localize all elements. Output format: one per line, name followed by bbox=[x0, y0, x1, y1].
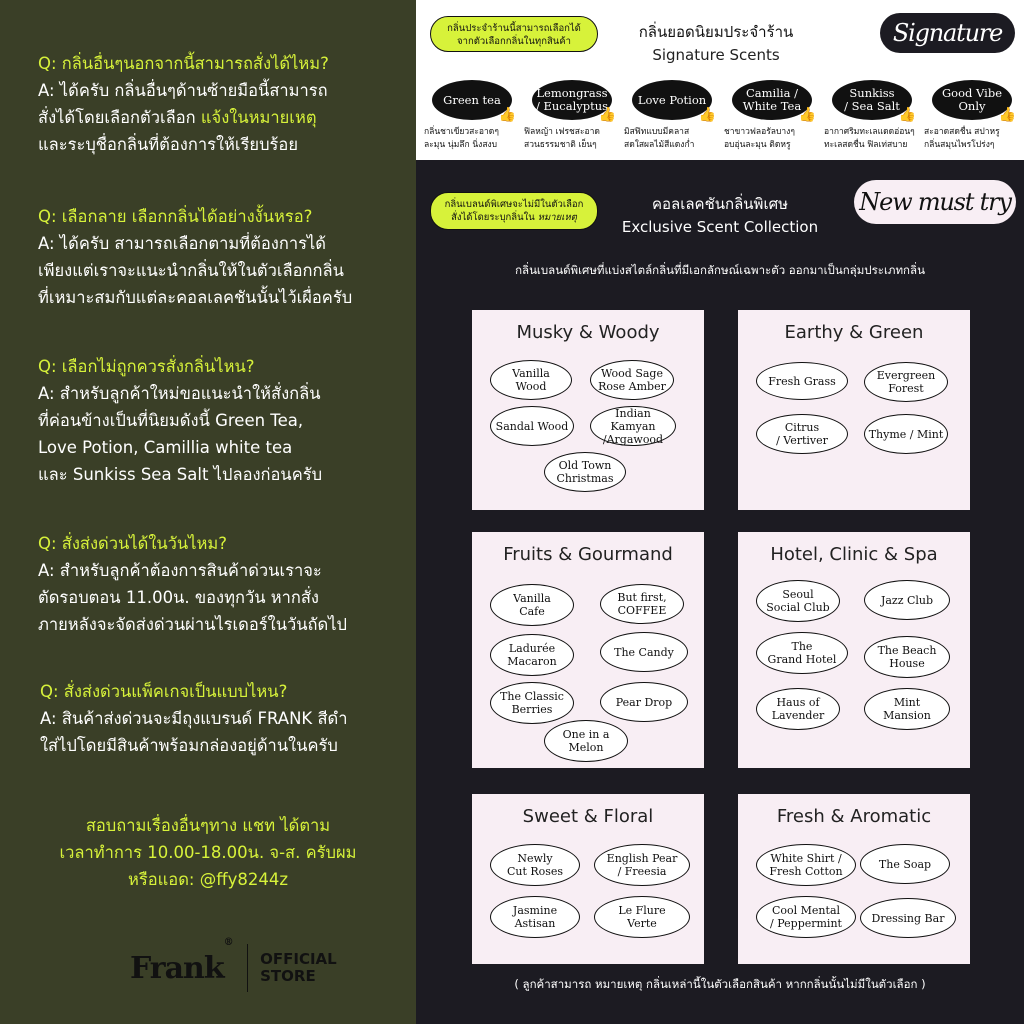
scent-option bbox=[490, 634, 574, 676]
scent-name: Sunkiss bbox=[849, 86, 895, 100]
signature-note: กลิ่นประจำร้านนี้สามารถเลือกได้ จากตัวเลือกกลิ่นในทุกสินค้า bbox=[430, 16, 598, 52]
faq-answer-line: และระบุชื่อกลิ่นที่ต้องการให้เรียบร้อย bbox=[38, 135, 298, 154]
scent-name: Fresh Cotton bbox=[769, 865, 843, 878]
scent-option bbox=[594, 844, 690, 886]
scent-option bbox=[864, 688, 950, 730]
scent-option bbox=[544, 720, 628, 762]
scent-option bbox=[600, 682, 688, 722]
scent-name: Evergreen bbox=[876, 369, 936, 382]
signature-scent-pill bbox=[532, 80, 616, 123]
scent-option bbox=[544, 452, 626, 492]
scent-option bbox=[600, 584, 684, 624]
scent-name: Old Town bbox=[558, 459, 612, 472]
scent-name: Dressing Bar bbox=[871, 911, 945, 925]
scent-name: Green tea bbox=[443, 92, 501, 107]
faq-item bbox=[38, 50, 408, 158]
scent-group-card bbox=[738, 794, 970, 964]
scent-panel bbox=[416, 0, 1024, 1024]
faq-answer-line: A: สินค้าส่งด่วนจะมีถุงแบรนด์ FRANK สีดำ bbox=[40, 709, 348, 728]
exclusive-title-en: Exclusive Scent Collection bbox=[621, 218, 819, 236]
scent-name: Cut Roses bbox=[506, 865, 564, 878]
scent-option bbox=[864, 414, 948, 454]
scent-option bbox=[490, 844, 580, 886]
scent-option bbox=[594, 896, 690, 938]
scent-name: The Beach bbox=[877, 644, 937, 657]
scent-name: Astisan bbox=[514, 917, 556, 930]
scent-name: The Classic bbox=[500, 690, 564, 703]
footer-note: ( ลูกค้าสามารถ หมายเหตุ กลิ่นเหล่านี้ในตัวเลือกสินค้า หากกลิ่นนั้นไม่มีในตัวเลือก ) bbox=[514, 977, 926, 991]
scent-option bbox=[864, 580, 950, 620]
signature-scent-pill bbox=[732, 80, 816, 123]
scent-name: Lemongrass bbox=[536, 86, 608, 100]
scent-name: Jasmine bbox=[512, 904, 558, 917]
scent-name: Macaron bbox=[507, 655, 557, 668]
scent-option bbox=[590, 406, 676, 446]
faq-panel bbox=[0, 0, 416, 1024]
faq-answer-line: A: สำหรับลูกค้าใหม่ขอแนะนำให้สั่งกลิ่น bbox=[38, 384, 321, 403]
thumbs-up-icon: 👍 bbox=[698, 107, 716, 123]
faq-answer-line: ตัดรอบตอน 11.00น. ของทุกวัน หากสั่ง bbox=[38, 588, 319, 607]
contact-line: เวลาทำการ 10.00-18.00น. จ-ส. ครับผม bbox=[59, 843, 357, 862]
brand-divider bbox=[247, 944, 249, 992]
signature-scent-description: ฟิลหญ้า เฟรชสะอาด สวนธรรมชาติ เย็นๆ bbox=[524, 127, 600, 150]
scent-name: Fresh Grass bbox=[768, 374, 836, 388]
scent-option bbox=[490, 406, 574, 446]
scent-name: / Peppermint bbox=[770, 917, 842, 930]
thumbs-up-icon: 👍 bbox=[598, 107, 616, 123]
scent-name: Social Club bbox=[766, 601, 830, 614]
signature-scent-description: มิสฟิทแบบมีคลาส สดใสผลไม้สีแดงก่ำ bbox=[624, 127, 695, 150]
scent-name: Wood Sage bbox=[601, 367, 663, 380]
scent-name: Newly bbox=[517, 852, 553, 865]
scent-name: Love Potion bbox=[637, 92, 707, 107]
scent-name: Haus of bbox=[776, 696, 820, 709]
scent-name: Le Flure bbox=[618, 904, 666, 917]
faq-answer-line: เพียงแต่เราจะแนะนำกลิ่นให้ในตัวเลือกกลิ่น bbox=[38, 261, 344, 280]
scent-name: English Pear bbox=[606, 852, 678, 865]
faq-item bbox=[38, 530, 408, 638]
scent-name: Verte bbox=[627, 917, 657, 930]
scent-option bbox=[600, 632, 688, 672]
scent-name: The Candy bbox=[614, 645, 674, 659]
signature-tag: Signature bbox=[880, 13, 1015, 53]
scent-option bbox=[756, 362, 848, 400]
faq-answer-line: ใส่ไปโดยมีสินค้าพร้อมกล่องอยู่ด้านในครับ bbox=[40, 736, 338, 755]
scent-group-title: Fresh & Aromatic bbox=[776, 806, 932, 827]
scent-name: Camilia / bbox=[746, 86, 798, 100]
scent-group-card bbox=[738, 310, 970, 510]
exclusive-title-th: คอลเลคชันกลิ่นพิเศษ bbox=[652, 195, 788, 213]
faq-answer-line: ที่เหมาะสมกับแต่ละคอลเลคชันนั้นไว้เผื่อครับ bbox=[38, 288, 353, 307]
scent-option bbox=[864, 362, 948, 402]
scent-name: / Vertiver bbox=[776, 434, 828, 447]
scent-name: Mansion bbox=[883, 709, 931, 722]
faq-answer-highlight: แจ้งในหมายเหตุ bbox=[200, 108, 317, 127]
scent-name: Only bbox=[958, 99, 986, 113]
scent-group-card bbox=[738, 532, 970, 768]
scent-option bbox=[756, 896, 856, 938]
faq-question: Q: กลิ่นอื่นๆนอกจากนี้สามารถสั่งได้ไหม? bbox=[38, 54, 329, 73]
scent-option bbox=[756, 580, 840, 622]
scent-option bbox=[490, 682, 574, 724]
scent-name: Christmas bbox=[556, 472, 614, 485]
faq-item bbox=[40, 678, 410, 759]
faq-answer-line: ภายหลังจะจัดส่งด่วนผ่านไรเดอร์ในวันถัดไป bbox=[38, 615, 348, 634]
scent-name: House bbox=[889, 657, 925, 670]
scent-name: /Argawood bbox=[602, 432, 664, 446]
scent-name: Vanilla bbox=[513, 592, 551, 605]
scent-option bbox=[864, 636, 950, 678]
scent-option bbox=[756, 688, 840, 730]
scent-option bbox=[490, 584, 574, 626]
scent-name: Wood bbox=[515, 380, 547, 393]
brand-store: STORE bbox=[260, 967, 316, 985]
faq-answer-line: A: ได้ครับ สามารถเลือกตามที่ต้องการได้ bbox=[38, 234, 326, 253]
scent-option bbox=[756, 632, 848, 674]
scent-group-card bbox=[472, 794, 704, 964]
scent-name: / Eucalyptus bbox=[535, 99, 609, 113]
scent-name: White Tea bbox=[742, 99, 802, 113]
scent-name: Grand Hotel bbox=[767, 653, 837, 666]
brand-logo bbox=[130, 936, 337, 992]
scent-group-card bbox=[472, 532, 704, 768]
faq-answer-line: A: สำหรับลูกค้าต้องการสินค้าด่วนเราจะ bbox=[38, 561, 322, 580]
contact-handle: หรือแอด: @ffy8244z bbox=[128, 870, 288, 889]
signature-scent-pill bbox=[832, 80, 916, 123]
scent-name: Cafe bbox=[519, 605, 545, 618]
scent-name: / Sea Salt bbox=[844, 99, 900, 113]
faq-question: Q: สั่งส่งด่วนได้ในวันไหม? bbox=[38, 534, 228, 553]
faq-question: Q: เลือกลาย เลือกกลิ่นได้อย่างงั้นหรอ? bbox=[38, 207, 313, 226]
contact-info bbox=[0, 812, 416, 893]
scent-option bbox=[756, 844, 856, 886]
scent-option bbox=[490, 360, 572, 400]
exclusive-note: กลิ่นเบลนด์พิเศษจะไม่มีในตัวเลือก สั่งได้โดยระบุกลิ่นใน หมายเหตุ bbox=[430, 192, 598, 230]
scent-name: One in a bbox=[562, 728, 610, 741]
signature-scent-description: อากาศริมทะเลแดดอ่อนๆ ทะเลสดชื่น ฟิลเท่สบาย bbox=[824, 127, 915, 150]
faq-question: Q: สั่งส่งด่วนแพ็คเกจเป็นแบบไหน? bbox=[40, 682, 288, 701]
scent-group-title: Hotel, Clinic & Spa bbox=[770, 544, 938, 565]
scent-name: Melon bbox=[568, 741, 604, 754]
scent-name: But first, bbox=[617, 591, 667, 604]
contact-line: สอบถามเรื่องอื่นๆทาง แชท ได้ตาม bbox=[85, 816, 331, 835]
scent-group-title: Musky & Woody bbox=[516, 322, 660, 343]
scent-name: Sandal Wood bbox=[495, 419, 569, 433]
scent-name: Thyme / Mint bbox=[868, 427, 944, 441]
scent-option bbox=[590, 360, 674, 400]
scent-group-title: Sweet & Floral bbox=[522, 806, 654, 827]
scent-name: Rose Amber bbox=[598, 380, 666, 393]
thumbs-up-icon: 👍 bbox=[798, 107, 816, 123]
brand-name: Frank bbox=[130, 950, 224, 986]
new-must-try-tag: New must try bbox=[854, 180, 1016, 224]
scent-option bbox=[860, 898, 956, 938]
scent-option bbox=[756, 414, 848, 454]
scent-group-title: Fruits & Gourmand bbox=[503, 544, 673, 565]
scent-group-title: Earthy & Green bbox=[784, 322, 924, 343]
signature-scent-description: กลิ่นชาเขียวสะอาดๆ ละมุน นุ่มลึก นิ่งสงบ bbox=[424, 127, 499, 150]
signature-scent-description: ชาขาวฟลอรัลบางๆ อบอุ่นละมุน ติดหรู bbox=[724, 127, 795, 150]
faq-question: Q: เลือกไม่ถูกควรสั่งกลิ่นไหน? bbox=[38, 357, 255, 376]
signature-scent-description: สะอาดสดชื่น สปาหรู กลิ่นสมุนไพรโปร่งๆ bbox=[924, 127, 1000, 150]
scent-name: Cool Mental bbox=[771, 904, 841, 917]
scent-group-card bbox=[472, 310, 704, 510]
signature-title-th: กลิ่นยอดนิยมประจำร้าน bbox=[638, 23, 794, 41]
scent-name: Indian Kamyan bbox=[610, 406, 656, 433]
thumbs-up-icon: 👍 bbox=[898, 107, 916, 123]
faq-item bbox=[38, 203, 408, 311]
scent-name: Citrus bbox=[784, 421, 820, 434]
faq-answer-line: ที่ค่อนข้างเป็นที่นิยมดังนี้ Green Tea, bbox=[38, 411, 304, 430]
scent-name: Mint bbox=[893, 696, 921, 709]
exclusive-subnote: กลิ่นเบลนด์พิเศษที่แบ่งสไตล์กลิ่นที่มีเอกลักษณ์เฉพาะตัว ออกมาเป็นกลุ่มประเภทกลิ่น bbox=[515, 263, 925, 277]
signature-section bbox=[416, 0, 1024, 160]
registered-mark: ® bbox=[223, 936, 233, 948]
scent-name: COFFEE bbox=[617, 604, 667, 617]
scent-name: The Soap bbox=[878, 857, 932, 871]
scent-name: Lavender bbox=[771, 709, 825, 722]
signature-title-en: Signature Scents bbox=[652, 46, 780, 64]
scent-name: Good Vibe bbox=[942, 86, 1002, 100]
scent-name: / Freesia bbox=[617, 865, 667, 878]
faq-item bbox=[38, 353, 408, 488]
faq-answer-line: Love Potion, Camillia white tea bbox=[38, 438, 293, 457]
scent-name: Seoul bbox=[782, 588, 814, 601]
faq-answer-line: สั่งได้โดยเลือกตัวเลือก bbox=[38, 108, 201, 127]
signature-scent-pill bbox=[432, 80, 516, 123]
faq-answer-line: A: ได้ครับ กลิ่นอื่นๆด้านซ้ายมือนี้สามารถ bbox=[38, 81, 328, 100]
scent-option bbox=[860, 844, 950, 884]
scent-name: Pear Drop bbox=[615, 695, 673, 709]
scent-name: Berries bbox=[511, 703, 553, 716]
signature-scent-pill bbox=[632, 80, 716, 123]
brand-official: OFFICIAL bbox=[260, 950, 337, 968]
thumbs-up-icon: 👍 bbox=[498, 107, 516, 123]
scent-name: White Shirt / bbox=[770, 852, 842, 865]
scent-name: Jazz Club bbox=[880, 593, 934, 607]
scent-name: Vanilla bbox=[512, 367, 550, 380]
thumbs-up-icon: 👍 bbox=[998, 107, 1016, 123]
scent-name: Forest bbox=[888, 382, 924, 395]
faq-answer-line: และ Sunkiss Sea Salt ไปลองก่อนครับ bbox=[38, 465, 323, 484]
scent-option bbox=[490, 896, 580, 938]
signature-scent-pill bbox=[932, 80, 1016, 123]
scent-name: The bbox=[791, 640, 813, 653]
scent-name: Ladurée bbox=[508, 642, 556, 655]
